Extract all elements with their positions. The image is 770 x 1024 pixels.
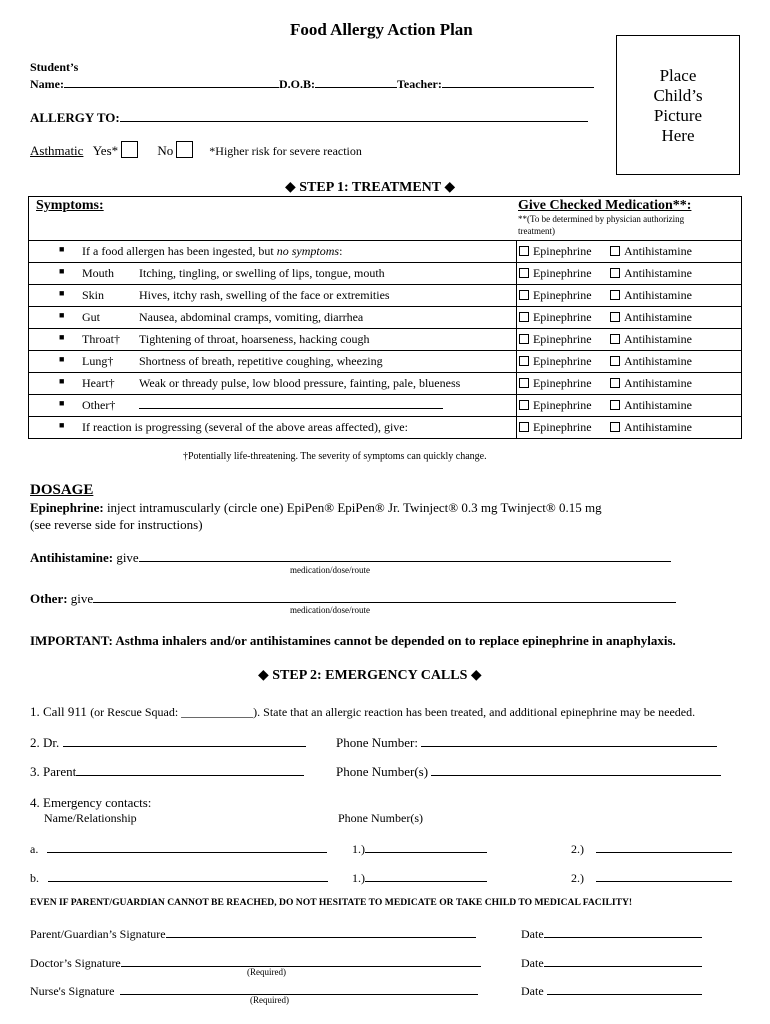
step2-title: ◆ STEP 2: EMERGENCY CALLS ◆ bbox=[258, 668, 482, 683]
antihistamine-checkbox[interactable] bbox=[610, 268, 620, 278]
asthmatic-label: Asthmatic bbox=[30, 143, 84, 158]
other-dosage: Other: give bbox=[30, 590, 676, 607]
parent-signature-row: Parent/Guardian’s Signature bbox=[30, 925, 476, 942]
student-label: Student’s bbox=[30, 60, 79, 74]
allergy-label: ALLERGY TO: bbox=[30, 110, 120, 125]
contact-a-phone2-field[interactable] bbox=[596, 840, 732, 853]
table-row: ■ Gut Nausea, abdominal cramps, vomiting, diarrhea Epinephrine Antihistamine bbox=[29, 307, 742, 329]
contact-a-phone1-field[interactable] bbox=[365, 840, 487, 853]
table-row: ■ If a food allergen has been ingested, but no symptoms: Epinephrine Antihistamine bbox=[29, 241, 742, 263]
doctor-phone-row: Phone Number: bbox=[336, 734, 717, 751]
doctor-date-row: Date bbox=[521, 954, 702, 971]
other-caption: medication/dose/route bbox=[290, 605, 370, 615]
epinephrine-checkbox[interactable] bbox=[519, 422, 529, 432]
contact-a-row: a. bbox=[30, 840, 327, 857]
epinephrine-checkbox[interactable] bbox=[519, 378, 529, 388]
step1-title: ◆ STEP 1: TREATMENT ◆ bbox=[285, 180, 456, 195]
medication-note-1: **(To be determined by physician authorizing bbox=[518, 214, 685, 224]
doctor-signature-field[interactable] bbox=[121, 954, 481, 967]
contact-a-phone1: 1.) bbox=[352, 840, 487, 857]
parent-row: 3. Parent bbox=[30, 763, 304, 780]
symptoms-header: Symptoms: bbox=[36, 198, 104, 213]
epinephrine-checkbox[interactable] bbox=[519, 356, 529, 366]
antihistamine-checkbox[interactable] bbox=[610, 290, 620, 300]
contact-b-row: b. bbox=[30, 869, 328, 886]
medication-header: Give Checked Medication**: bbox=[518, 198, 692, 213]
contact-b-phone1: 1.) bbox=[352, 869, 487, 886]
parent-phone-row: Phone Number(s) bbox=[336, 763, 721, 780]
allergy-row bbox=[30, 109, 588, 126]
dosage-title: DOSAGE bbox=[30, 482, 94, 498]
antihistamine-checkbox[interactable] bbox=[610, 312, 620, 322]
name-label: Name: D.O.B: Teacher: bbox=[30, 75, 594, 92]
contact-b-phone2-field[interactable] bbox=[596, 869, 732, 882]
asthmatic-yes-label: Yes* bbox=[92, 143, 119, 158]
antihistamine-checkbox[interactable] bbox=[610, 422, 620, 432]
phone-numbers-label: Phone Number(s) bbox=[338, 811, 423, 825]
doctor-signature-row: Doctor’s Signature bbox=[30, 954, 481, 971]
table-row: ■ Throat† Tightening of throat, hoarseness, hacking cough Epinephrine Antihistamine bbox=[29, 329, 742, 351]
emergency-contacts-label: 4. Emergency contacts: bbox=[30, 795, 152, 810]
epinephrine-dosage: Epinephrine: inject intramuscularly (circle one) EpiPen® EpiPen® Jr. Twinject® 0.3 mg Twinject® 0.15 mg bbox=[30, 500, 602, 515]
name-relationship-label: Name/Relationship bbox=[44, 811, 137, 825]
medication-note-2: treatment) bbox=[518, 226, 555, 236]
nurse-date-field[interactable] bbox=[547, 982, 702, 995]
antihistamine-dosage: Antihistamine: give bbox=[30, 549, 671, 566]
symptoms-table bbox=[28, 240, 742, 439]
doctor-field[interactable] bbox=[63, 734, 306, 747]
antihistamine-checkbox[interactable] bbox=[610, 334, 620, 344]
nurse-date-row: Date bbox=[521, 982, 702, 999]
teacher-field[interactable] bbox=[442, 75, 594, 88]
asthmatic-no-checkbox[interactable] bbox=[176, 141, 193, 158]
asthmatic-note: *Higher risk for severe reaction bbox=[209, 144, 362, 158]
antihistamine-checkbox[interactable] bbox=[610, 378, 620, 388]
dob-field[interactable] bbox=[315, 75, 397, 88]
call-911-row: 1. Call 911 (or Rescue Squad: ____________). State that an allergic reaction has been treated, and additional epinephrine may be needed. bbox=[30, 704, 696, 719]
epinephrine-checkbox[interactable] bbox=[519, 334, 529, 344]
table-row: ■ Lung† Shortness of breath, repetitive coughing, wheezing Epinephrine Antihistamine bbox=[29, 351, 742, 373]
contact-b-phone1-field[interactable] bbox=[365, 869, 487, 882]
teacher-label: Teacher: bbox=[396, 77, 442, 91]
other-medication-field[interactable] bbox=[93, 590, 676, 603]
symptoms-header-frame bbox=[28, 196, 742, 241]
antihistamine-checkbox[interactable] bbox=[610, 400, 620, 410]
table-row: ■ Heart† Weak or thready pulse, low blood pressure, fainting, pale, blueness Epinephrine Antihistamine bbox=[29, 373, 742, 395]
allergy-field[interactable] bbox=[120, 109, 588, 122]
doctor-required-caption: (Required) bbox=[247, 967, 286, 977]
photo-placeholder: Place Child’s Picture Here bbox=[616, 35, 740, 175]
parent-date-field[interactable] bbox=[544, 925, 702, 938]
parent-phone-field[interactable] bbox=[431, 763, 721, 776]
epinephrine-checkbox[interactable] bbox=[519, 312, 529, 322]
contact-b-name-field[interactable] bbox=[48, 869, 328, 882]
antihistamine-caption: medication/dose/route bbox=[290, 565, 370, 575]
table-row: ■ Skin Hives, itchy rash, swelling of the face or extremities Epinephrine Antihistamine bbox=[29, 285, 742, 307]
contact-a-phone2: 2.) bbox=[571, 840, 732, 857]
antihistamine-checkbox[interactable] bbox=[610, 356, 620, 366]
name-field[interactable] bbox=[64, 75, 279, 88]
table-row: ■ If reaction is progressing (several of the above areas affected), give: Epinephrine Antihistamine bbox=[29, 417, 742, 439]
asthmatic-yes-checkbox[interactable] bbox=[121, 141, 138, 158]
table-row: ■ Other† Epinephrine Antihistamine bbox=[29, 395, 742, 417]
table-row: ■ Mouth Itching, tingling, or swelling of lips, tongue, mouth Epinephrine Antihistamine bbox=[29, 263, 742, 285]
life-threatening-note: †Potentially life-threatening. The severity of symptoms can quickly change. bbox=[183, 451, 487, 462]
parent-date-row: Date bbox=[521, 925, 702, 942]
doctor-row: 2. Dr. bbox=[30, 734, 306, 751]
other-symptom-field[interactable] bbox=[139, 398, 443, 409]
asthmatic-no-label: No bbox=[157, 143, 174, 158]
doctor-date-field[interactable] bbox=[544, 954, 702, 967]
page-title: Food Allergy Action Plan bbox=[290, 20, 473, 39]
important-note: IMPORTANT: Asthma inhalers and/or antihistamines cannot be depended on to replace epinephrine in anaphylaxis. bbox=[30, 633, 676, 648]
dob-label: D.O.B: bbox=[278, 77, 315, 91]
epinephrine-checkbox[interactable] bbox=[519, 400, 529, 410]
parent-signature-field[interactable] bbox=[166, 925, 476, 938]
contact-a-name-field[interactable] bbox=[47, 840, 327, 853]
parent-field[interactable] bbox=[76, 763, 304, 776]
warning-text: EVEN IF PARENT/GUARDIAN CANNOT BE REACHED, DO NOT HESITATE TO MEDICATE OR TAKE CHILD TO MEDICAL FACILITY! bbox=[30, 897, 633, 908]
antihistamine-checkbox[interactable] bbox=[610, 246, 620, 256]
asthmatic-row bbox=[30, 141, 362, 159]
epinephrine-checkbox[interactable] bbox=[519, 246, 529, 256]
epinephrine-note: (see reverse side for instructions) bbox=[30, 517, 203, 532]
nurse-signature-row: Nurse's Signature bbox=[30, 982, 478, 999]
contact-b-phone2: 2.) bbox=[571, 869, 732, 886]
antihistamine-field[interactable] bbox=[139, 549, 671, 562]
nurse-signature-field[interactable] bbox=[120, 982, 478, 995]
epinephrine-checkbox[interactable] bbox=[519, 268, 529, 278]
doctor-phone-field[interactable] bbox=[421, 734, 717, 747]
nurse-required-caption: (Required) bbox=[250, 995, 289, 1005]
epinephrine-checkbox[interactable] bbox=[519, 290, 529, 300]
